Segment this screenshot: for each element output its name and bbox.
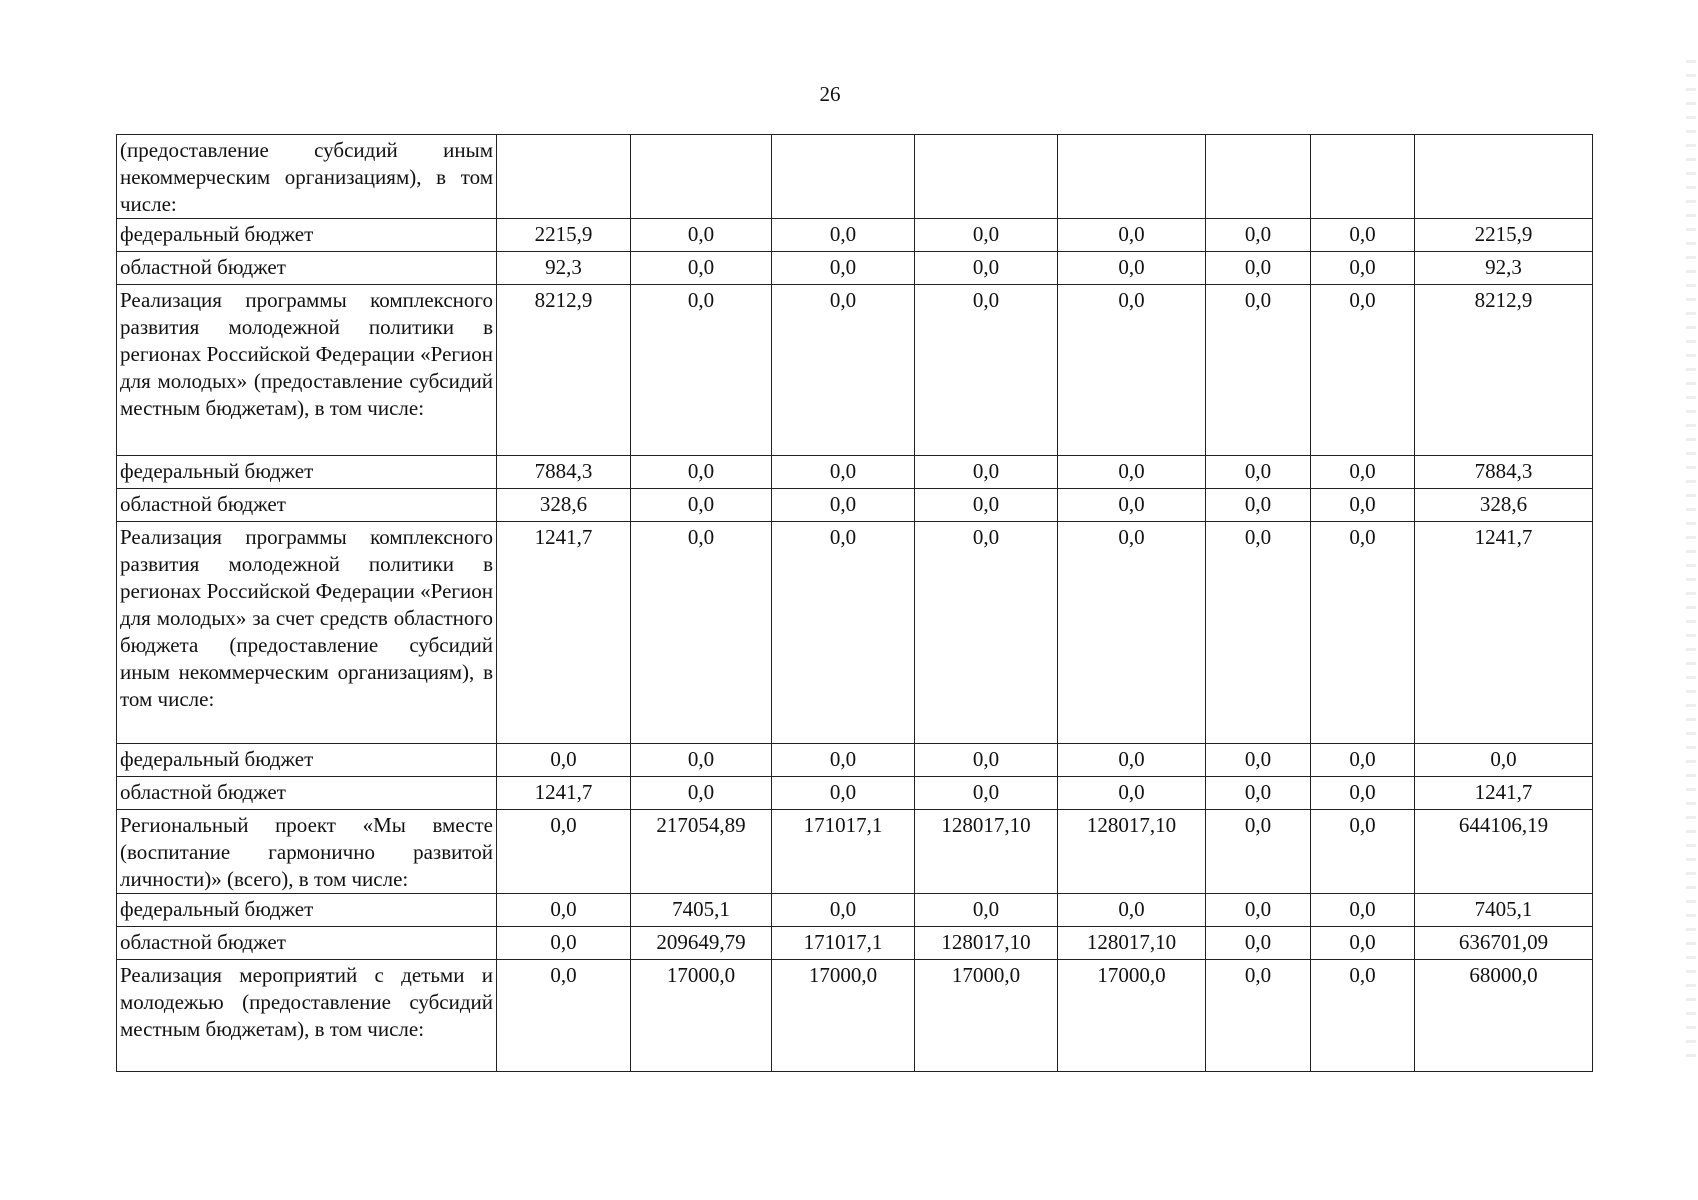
cell-col-7: 0,0 bbox=[1311, 456, 1415, 489]
cell-col-2: 17000,0 bbox=[631, 960, 772, 1072]
cell-col-5: 0,0 bbox=[1058, 744, 1206, 777]
cell-col-2: 0,0 bbox=[631, 285, 772, 456]
cell-total: 7884,3 bbox=[1415, 456, 1593, 489]
cell-col-6: 0,0 bbox=[1206, 489, 1311, 522]
cell-total: 8212,9 bbox=[1415, 285, 1593, 456]
cell-col-1: 92,3 bbox=[497, 252, 631, 285]
cell-total: 636701,09 bbox=[1415, 927, 1593, 960]
table-row bbox=[117, 285, 1593, 456]
cell-col-1: 0,0 bbox=[497, 810, 631, 894]
cell-col-1: 0,0 bbox=[497, 894, 631, 927]
cell-col-7: 0,0 bbox=[1311, 894, 1415, 927]
cell-col-7: 0,0 bbox=[1311, 960, 1415, 1072]
scan-edge-artifact bbox=[1686, 60, 1696, 1060]
row-label: (предоставление субсидий иным некоммерческим организациям), в том числе: bbox=[117, 135, 497, 219]
cell-total: 0,0 bbox=[1415, 744, 1593, 777]
table-row bbox=[117, 777, 1593, 810]
cell-total: 2215,9 bbox=[1415, 219, 1593, 252]
cell-col-1: 8212,9 bbox=[497, 285, 631, 456]
table-row bbox=[117, 960, 1593, 1072]
cell-total: 68000,0 bbox=[1415, 960, 1593, 1072]
cell-col-3: 0,0 bbox=[772, 456, 915, 489]
cell-col-1: 0,0 bbox=[497, 927, 631, 960]
cell-col-5: 0,0 bbox=[1058, 777, 1206, 810]
table-row bbox=[117, 744, 1593, 777]
cell-col-4: 0,0 bbox=[915, 252, 1058, 285]
cell-col-2: 7405,1 bbox=[631, 894, 772, 927]
cell-col-7 bbox=[1311, 135, 1415, 219]
cell-col-1: 0,0 bbox=[497, 960, 631, 1072]
cell-total: 644106,19 bbox=[1415, 810, 1593, 894]
cell-col-6: 0,0 bbox=[1206, 252, 1311, 285]
cell-col-2: 0,0 bbox=[631, 219, 772, 252]
cell-col-4: 128017,10 bbox=[915, 810, 1058, 894]
table-row bbox=[117, 522, 1593, 744]
row-label: областной бюджет bbox=[117, 777, 497, 810]
cell-total: 92,3 bbox=[1415, 252, 1593, 285]
cell-col-2: 0,0 bbox=[631, 456, 772, 489]
cell-col-4: 0,0 bbox=[915, 219, 1058, 252]
row-label: федеральный бюджет bbox=[117, 744, 497, 777]
cell-col-2: 217054,89 bbox=[631, 810, 772, 894]
table-row bbox=[117, 810, 1593, 894]
cell-col-2 bbox=[631, 135, 772, 219]
table-body bbox=[117, 135, 1593, 1072]
table-row bbox=[117, 135, 1593, 219]
cell-col-7: 0,0 bbox=[1311, 219, 1415, 252]
cell-col-1: 0,0 bbox=[497, 744, 631, 777]
cell-col-5: 0,0 bbox=[1058, 489, 1206, 522]
cell-col-1: 7884,3 bbox=[497, 456, 631, 489]
cell-col-3: 0,0 bbox=[772, 252, 915, 285]
cell-total: 328,6 bbox=[1415, 489, 1593, 522]
cell-col-6: 0,0 bbox=[1206, 219, 1311, 252]
cell-col-5: 128017,10 bbox=[1058, 927, 1206, 960]
cell-col-6: 0,0 bbox=[1206, 456, 1311, 489]
row-label: Реализация программы комплексного развития молодежной политики в регионах Российской Федерации «Регион для молодых» за счет средств областного бюджета (предоставление субсидий иным некоммерческим организациям), в том числе: bbox=[117, 522, 497, 744]
row-label: Реализация мероприятий с детьми и молодежью (предоставление субсидий местным бюджетам), в том числе: bbox=[117, 960, 497, 1072]
cell-col-5: 0,0 bbox=[1058, 456, 1206, 489]
cell-col-3 bbox=[772, 135, 915, 219]
row-label: Реализация программы комплексного развития молодежной политики в регионах Российской Федерации «Регион для молодых» (предоставление субсидий местным бюджетам), в том числе: bbox=[117, 285, 497, 456]
cell-col-5: 0,0 bbox=[1058, 252, 1206, 285]
cell-col-4: 0,0 bbox=[915, 777, 1058, 810]
cell-col-2: 0,0 bbox=[631, 777, 772, 810]
table-row bbox=[117, 927, 1593, 960]
row-label: Региональный проект «Мы вместе (воспитание гармонично развитой личности)» (всего), в том числе: bbox=[117, 810, 497, 894]
cell-col-7: 0,0 bbox=[1311, 489, 1415, 522]
table-row bbox=[117, 456, 1593, 489]
cell-col-6: 0,0 bbox=[1206, 810, 1311, 894]
cell-col-5 bbox=[1058, 135, 1206, 219]
cell-col-1: 1241,7 bbox=[497, 777, 631, 810]
cell-col-6: 0,0 bbox=[1206, 960, 1311, 1072]
cell-col-6 bbox=[1206, 135, 1311, 219]
cell-col-5: 0,0 bbox=[1058, 219, 1206, 252]
cell-col-5: 0,0 bbox=[1058, 285, 1206, 456]
cell-col-3: 17000,0 bbox=[772, 960, 915, 1072]
cell-total bbox=[1415, 135, 1593, 219]
cell-col-6: 0,0 bbox=[1206, 894, 1311, 927]
cell-col-4: 0,0 bbox=[915, 744, 1058, 777]
table-row bbox=[117, 894, 1593, 927]
cell-col-1: 328,6 bbox=[497, 489, 631, 522]
cell-col-4: 17000,0 bbox=[915, 960, 1058, 1072]
cell-col-3: 0,0 bbox=[772, 489, 915, 522]
page-number: 26 bbox=[819, 82, 841, 106]
cell-col-7: 0,0 bbox=[1311, 777, 1415, 810]
cell-col-2: 0,0 bbox=[631, 252, 772, 285]
row-label: федеральный бюджет bbox=[117, 456, 497, 489]
cell-col-7: 0,0 bbox=[1311, 810, 1415, 894]
cell-col-6: 0,0 bbox=[1206, 744, 1311, 777]
cell-col-7: 0,0 bbox=[1311, 522, 1415, 744]
cell-col-4: 0,0 bbox=[915, 489, 1058, 522]
table-row bbox=[117, 252, 1593, 285]
cell-col-6: 0,0 bbox=[1206, 927, 1311, 960]
cell-col-6: 0,0 bbox=[1206, 777, 1311, 810]
row-label: областной бюджет bbox=[117, 927, 497, 960]
cell-col-1: 1241,7 bbox=[497, 522, 631, 744]
cell-col-4: 128017,10 bbox=[915, 927, 1058, 960]
cell-col-1 bbox=[497, 135, 631, 219]
cell-col-7: 0,0 bbox=[1311, 252, 1415, 285]
cell-col-5: 0,0 bbox=[1058, 522, 1206, 744]
cell-col-4 bbox=[915, 135, 1058, 219]
cell-col-6: 0,0 bbox=[1206, 285, 1311, 456]
row-label: федеральный бюджет bbox=[117, 219, 497, 252]
cell-col-5: 128017,10 bbox=[1058, 810, 1206, 894]
cell-col-7: 0,0 bbox=[1311, 285, 1415, 456]
cell-col-7: 0,0 bbox=[1311, 744, 1415, 777]
cell-col-3: 0,0 bbox=[772, 744, 915, 777]
cell-col-3: 0,0 bbox=[772, 777, 915, 810]
cell-col-3: 171017,1 bbox=[772, 810, 915, 894]
cell-col-3: 0,0 bbox=[772, 522, 915, 744]
cell-col-7: 0,0 bbox=[1311, 927, 1415, 960]
cell-col-4: 0,0 bbox=[915, 894, 1058, 927]
cell-col-1: 2215,9 bbox=[497, 219, 631, 252]
cell-col-4: 0,0 bbox=[915, 285, 1058, 456]
cell-col-2: 0,0 bbox=[631, 489, 772, 522]
cell-col-5: 0,0 bbox=[1058, 894, 1206, 927]
row-label: областной бюджет bbox=[117, 252, 497, 285]
table-row bbox=[117, 489, 1593, 522]
table-row bbox=[117, 219, 1593, 252]
cell-col-4: 0,0 bbox=[915, 522, 1058, 744]
cell-col-2: 0,0 bbox=[631, 744, 772, 777]
cell-col-3: 0,0 bbox=[772, 894, 915, 927]
cell-col-4: 0,0 bbox=[915, 456, 1058, 489]
cell-col-3: 0,0 bbox=[772, 219, 915, 252]
cell-col-2: 0,0 bbox=[631, 522, 772, 744]
row-label: областной бюджет bbox=[117, 489, 497, 522]
cell-col-5: 17000,0 bbox=[1058, 960, 1206, 1072]
budget-table bbox=[116, 134, 1593, 1072]
cell-col-3: 0,0 bbox=[772, 285, 915, 456]
cell-total: 7405,1 bbox=[1415, 894, 1593, 927]
cell-col-3: 171017,1 bbox=[772, 927, 915, 960]
row-label: федеральный бюджет bbox=[117, 894, 497, 927]
cell-total: 1241,7 bbox=[1415, 777, 1593, 810]
cell-col-2: 209649,79 bbox=[631, 927, 772, 960]
cell-total: 1241,7 bbox=[1415, 522, 1593, 744]
cell-col-6: 0,0 bbox=[1206, 522, 1311, 744]
